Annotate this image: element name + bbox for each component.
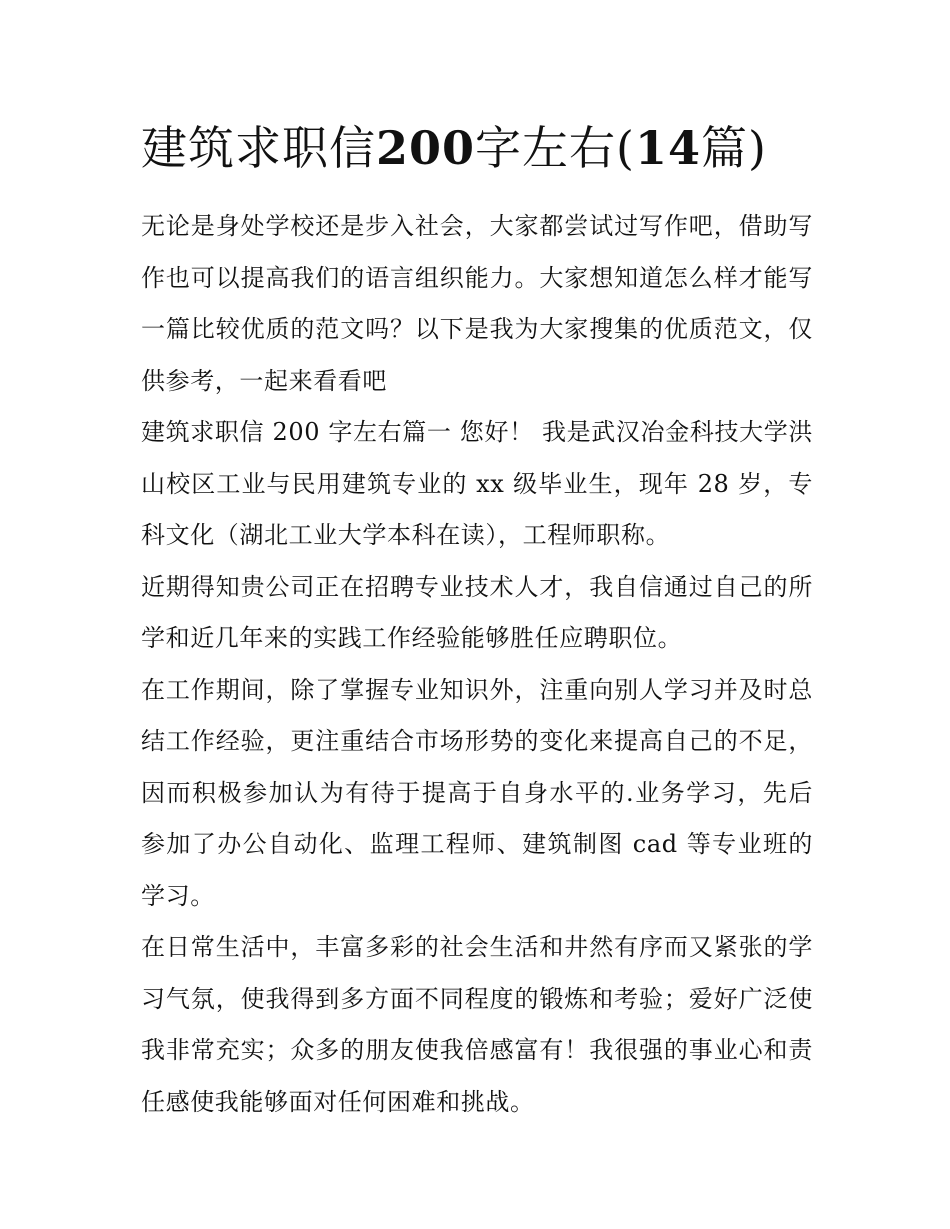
paragraph-motivation: 近期得知贵公司正在招聘专业技术人才，我自信通过自己的所学和近几年来的实践工作经验能够胜任应聘职位。	[141, 572, 813, 652]
title-text-3: 篇)	[701, 121, 767, 175]
paragraph-personal-life: 在日常生活中，丰富多彩的社会生活和井然有序而又紧张的学习气氛，使我得到多方面不同程度的锻炼和考验；爱好广泛使我非常充实；众多的朋友使我倍感富有！我很强的事业心和责任感使我能够面对任何困难和挑战。	[141, 933, 813, 1116]
paragraph-work-experience: 在工作期间，除了掌握专业知识外，注重向别人学习并及时总结工作经验，更注重结合市场形势的变化来提高自己的不足，因而积极参加认为有待于提高于自身水平的.业务学习，先后参加了办公自动化、监理工程师、建筑制图 cad 等专业班的学习。	[141, 675, 813, 910]
title-number-14: 14	[634, 121, 701, 175]
title-number-200: 200	[376, 121, 476, 175]
document-title	[141, 115, 813, 181]
paragraph-greeting: 建筑求职信 200 字左右篇一 您好！ 我是武汉冶金科技大学洪山校区工业与民用建筑专业的 xx 级毕业生，现年 28 岁，专科文化（湖北工业大学本科在读），工程师职称。	[141, 418, 813, 549]
paragraph-intro: 无论是身处学校还是步入社会，大家都尝试过写作吧，借助写作也可以提高我们的语言组织能力。大家想知道怎么样才能写一篇比较优质的范文吗？以下是我为大家搜集的优质范文，仅供参考，一起来看看吧	[141, 212, 813, 395]
title-text-2: 字左右(	[475, 121, 635, 175]
document-page	[141, 115, 813, 1128]
title-text-1: 建筑求职信	[141, 121, 376, 175]
